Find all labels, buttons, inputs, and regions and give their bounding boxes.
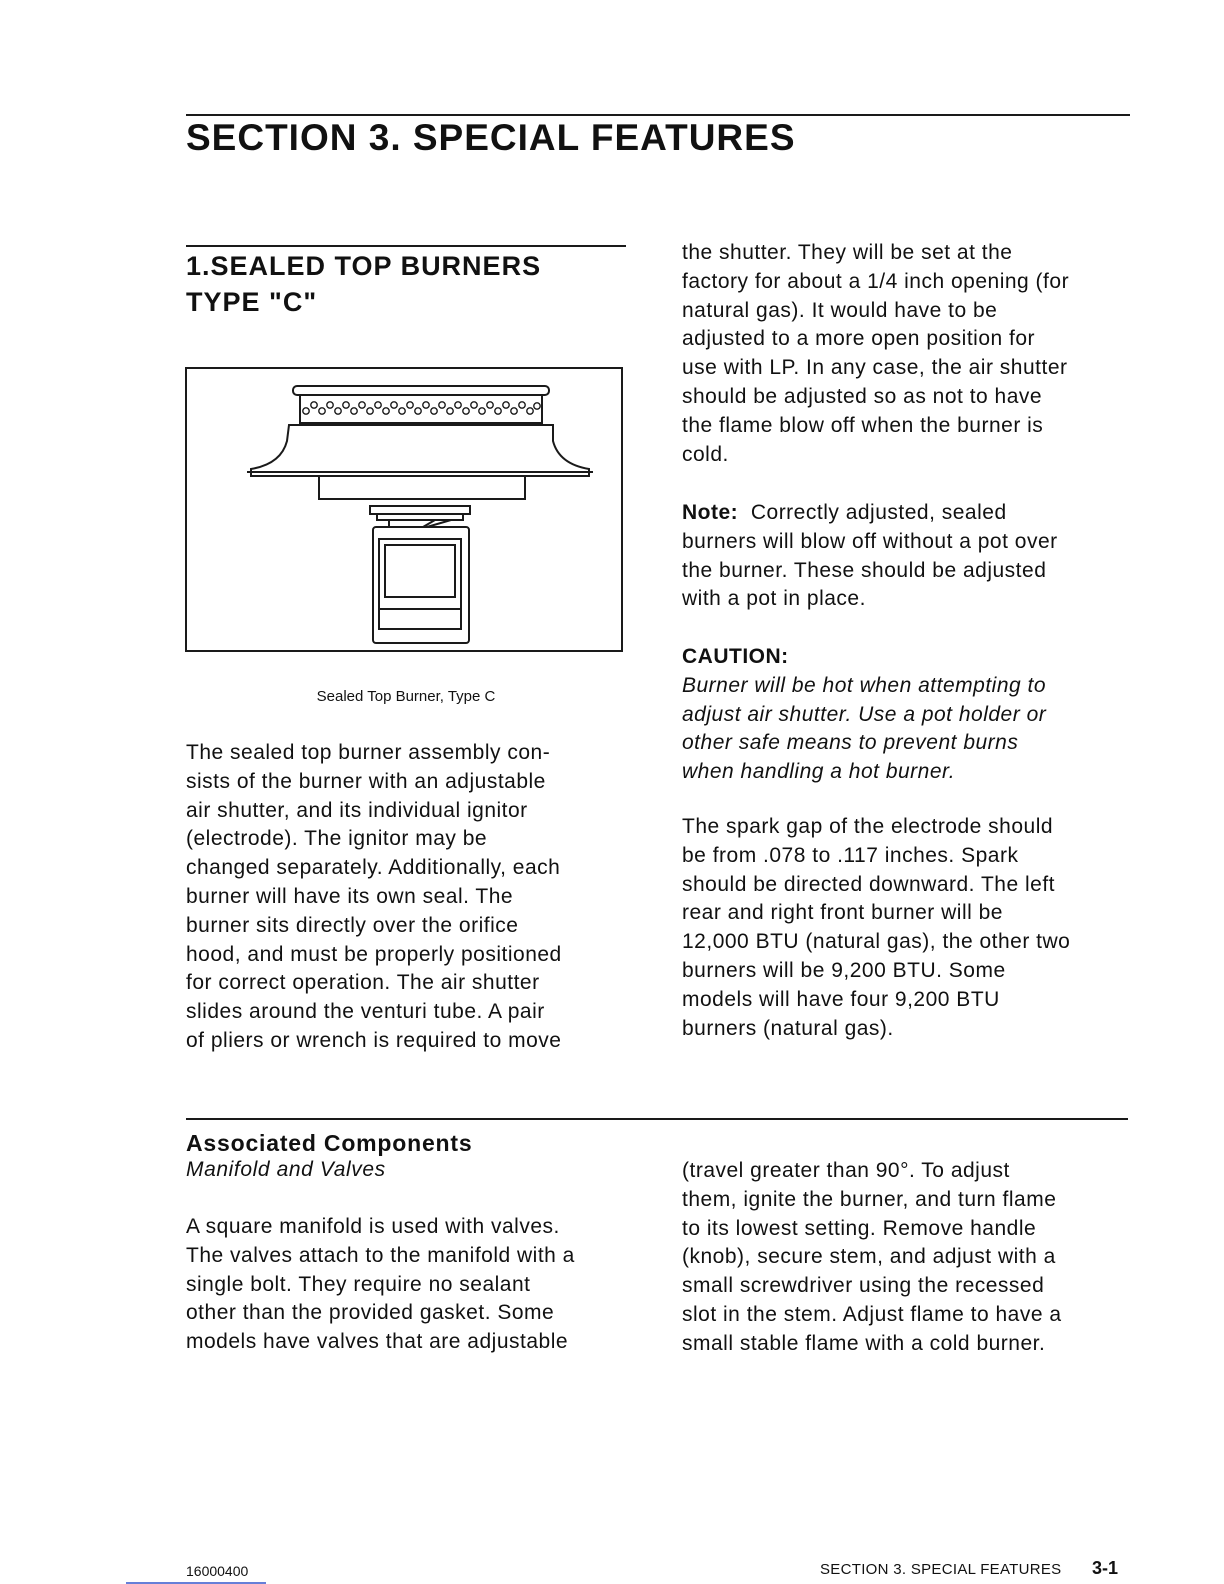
section2-right-paragraph <box>682 1157 1062 1359</box>
text-line: use with LP. In any case, the air shutter <box>682 356 1068 380</box>
text-line: the flame blow off when the burner is <box>682 413 1044 437</box>
text-line: sists of the burner with an adjustable <box>186 769 546 793</box>
section2-rule <box>186 1118 1128 1120</box>
text-line: the shutter. They will be set at the <box>682 241 1013 264</box>
text-line: (electrode). The ignitor may be <box>186 827 488 851</box>
note-label: Note: <box>682 501 739 524</box>
text-line: with a pot in place. <box>682 587 866 611</box>
text-line: other than the provided gasket. Some <box>186 1301 555 1325</box>
section1-title-line1: 1.SEALED TOP BURNERS <box>186 251 542 281</box>
section1-title <box>186 248 541 320</box>
text-line: The valves attach to the manifold with a <box>186 1243 575 1267</box>
note-block <box>682 499 1058 614</box>
text-line: (knob), secure stem, and adjust with a <box>682 1245 1056 1269</box>
text-line: single bolt. They require no sealant <box>186 1272 531 1296</box>
section2-subheading: Manifold and Valves <box>186 1158 386 1181</box>
text-line: air shutter, and its individual ignitor <box>186 798 528 822</box>
text-line: burners (natural gas). <box>682 1016 894 1040</box>
header-rule <box>186 114 1130 116</box>
doc-number: 16000400 <box>186 1563 249 1579</box>
text-line: burners will blow off without a pot over <box>682 529 1058 553</box>
section1-right-paragraph <box>682 239 1069 469</box>
text-line: adjust air shutter. Use a pot holder or <box>682 702 1047 726</box>
text-line: burner will have its own seal. The <box>186 884 514 908</box>
text-line: A square manifold is used with valves. <box>186 1215 560 1238</box>
text-line: (travel greater than 90°. To adjust <box>682 1159 1010 1182</box>
section1-left-paragraph <box>186 739 562 1056</box>
footer-section-label: SECTION 3. SPECIAL FEATURES <box>820 1561 1062 1578</box>
text-line: Burner will be hot when attempting to <box>682 673 1047 697</box>
text-line: the burner. These should be adjusted <box>682 558 1047 582</box>
spark-paragraph <box>682 813 1070 1043</box>
text-line: burners will be 9,200 BTU. Some <box>682 958 1006 982</box>
text-line: The sealed top burner assembly con- <box>186 741 551 764</box>
burner-figure <box>185 367 623 652</box>
text-line: should be directed downward. The left <box>682 872 1055 896</box>
text-line: models have valves that are adjustable <box>186 1330 569 1354</box>
text-line: for correct operation. The air shutter <box>186 971 540 995</box>
text-line: be from .078 to .117 inches. Spark <box>682 843 1019 867</box>
page-number: 3-1 <box>1092 1558 1119 1578</box>
text-line: burner sits directly over the orifice <box>186 913 519 937</box>
text-line: The spark gap of the electrode should <box>682 815 1054 838</box>
text-line: them, ignite the burner, and turn flame <box>682 1187 1057 1211</box>
text-line: changed separately. Additionally, each <box>186 856 561 880</box>
text-line: small stable flame with a cold burner. <box>682 1331 1046 1355</box>
text-line: 12,000 BTU (natural gas), the other two <box>682 930 1071 954</box>
text-line: hood, and must be properly positioned <box>186 942 562 966</box>
text-line: should be adjusted so as not to have <box>682 384 1043 408</box>
section2-heading: Associated Components <box>186 1130 473 1156</box>
caution-block <box>682 643 1046 787</box>
text-line: slides around the venturi tube. A pair <box>186 1000 545 1024</box>
text-line: factory for about a 1/4 inch opening (for <box>682 269 1070 293</box>
note-text: Correctly adjusted, sealed <box>750 501 1007 524</box>
caution-label: CAUTION: <box>682 645 789 668</box>
text-line: cold. <box>682 442 729 466</box>
text-line: slot in the stem. Adjust flame to have a <box>682 1302 1062 1326</box>
text-line: adjusted to a more open position for <box>682 327 1036 351</box>
section2-left-paragraph <box>186 1213 575 1357</box>
section1-title-line2: TYPE "C" <box>186 287 318 317</box>
text-line: rear and right front burner will be <box>682 901 1003 925</box>
text-line: of pliers or wrench is required to move <box>186 1028 562 1052</box>
text-line <box>682 499 1058 528</box>
figure-caption: Sealed Top Burner, Type C <box>316 688 496 705</box>
burner-illustration <box>187 369 625 654</box>
text-line: small screwdriver using the recessed <box>682 1274 1045 1298</box>
page-title: SECTION 3. SPECIAL FEATURES <box>186 117 796 158</box>
section1-rule <box>186 245 626 247</box>
text-line: other safe means to prevent burns <box>682 731 1019 755</box>
text-line: natural gas). It would have to be <box>682 298 998 322</box>
text-line: to its lowest setting. Remove handle <box>682 1216 1037 1240</box>
text-line: when handling a hot burner. <box>682 760 956 784</box>
text-line: models will have four 9,200 BTU <box>682 987 1000 1011</box>
